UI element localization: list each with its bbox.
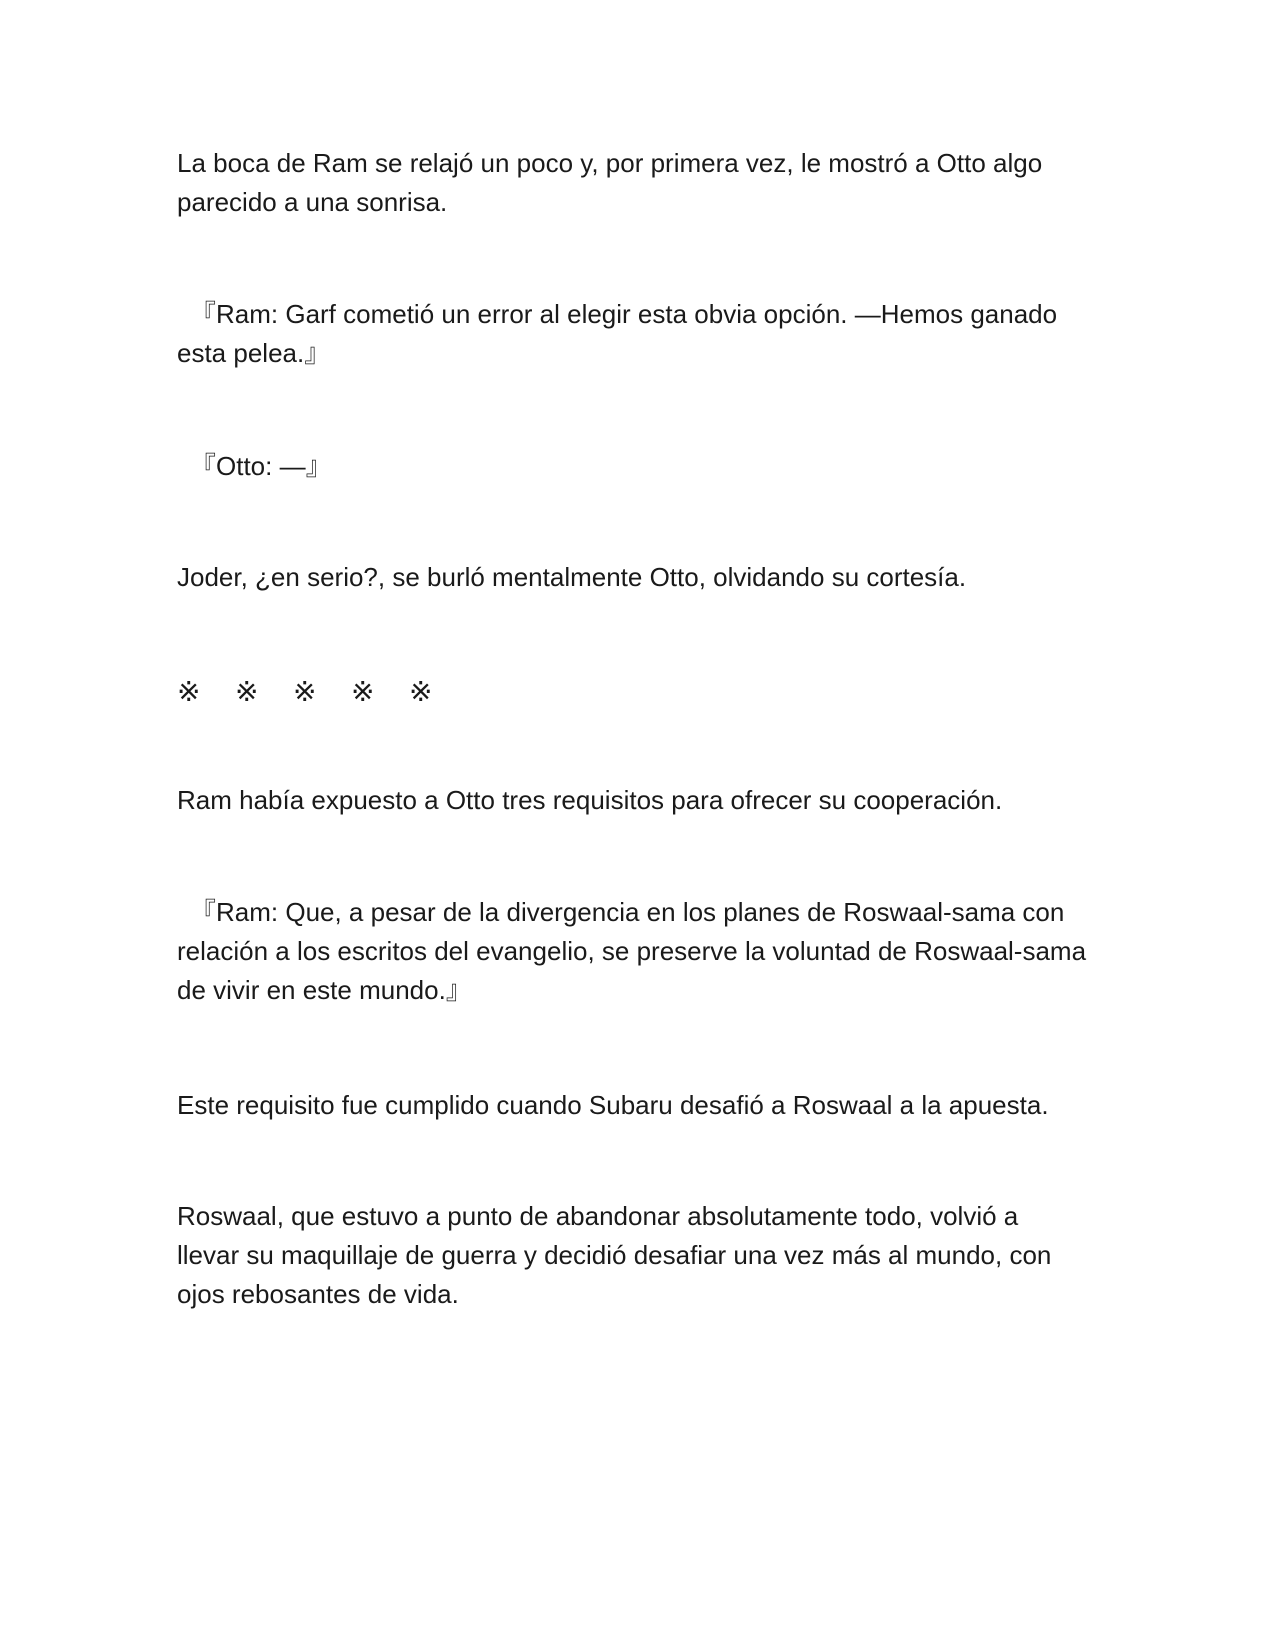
text-line: llevar su maquillaje de guerra y decidió desafiar una vez más al mundo, con (177, 1240, 1052, 1270)
dialogue-ram-garf (177, 295, 1107, 373)
separator-mark: ※ (235, 675, 259, 708)
text-line: 『Otto: —』 (177, 451, 332, 481)
dialogue-otto (177, 447, 1107, 486)
text-line: de vivir en este mundo.』 (177, 975, 472, 1005)
paragraph-requirement-fulfilled (177, 1086, 1107, 1125)
paragraph-roswaal-resolve (177, 1197, 1107, 1314)
text-line: esta pelea.』 (177, 338, 331, 368)
separator-mark: ※ (293, 675, 317, 708)
text-line: 『Ram: Garf cometió un error al elegir esta obvia opción. —Hemos ganado (177, 299, 1058, 329)
paragraph-three-requirements (177, 781, 1107, 820)
text-line: Este requisito fue cumplido cuando Subaru desafió a Roswaal a la apuesta. (177, 1090, 1049, 1120)
text-line: La boca de Ram se relajó un poco y, por primera vez, le mostró a Otto algo (177, 148, 1043, 178)
text-line: Ram había expuesto a Otto tres requisitos para ofrecer su cooperación. (177, 785, 1003, 815)
text-line: relación a los escritos del evangelio, se preserve la voluntad de Roswaal-sama (177, 936, 1087, 966)
separator-mark: ※ (351, 675, 375, 708)
scene-separator (177, 672, 467, 711)
separator-mark: ※ (409, 675, 433, 708)
text-line: parecido a una sonrisa. (177, 187, 448, 217)
text-line: Joder, ¿en serio?, se burló mentalmente Otto, olvidando su cortesía. (177, 562, 967, 592)
paragraph-ram-smile (177, 144, 1107, 222)
text-line: Roswaal, que estuvo a punto de abandonar absolutamente todo, volvió a (177, 1201, 1019, 1231)
text-line: 『Ram: Que, a pesar de la divergencia en los planes de Roswaal-sama con (177, 897, 1065, 927)
dialogue-ram-requirement (177, 893, 1107, 1010)
separator-mark: ※ (177, 675, 201, 708)
paragraph-otto-thought (177, 558, 1107, 597)
text-line: ojos rebosantes de vida. (177, 1279, 459, 1309)
